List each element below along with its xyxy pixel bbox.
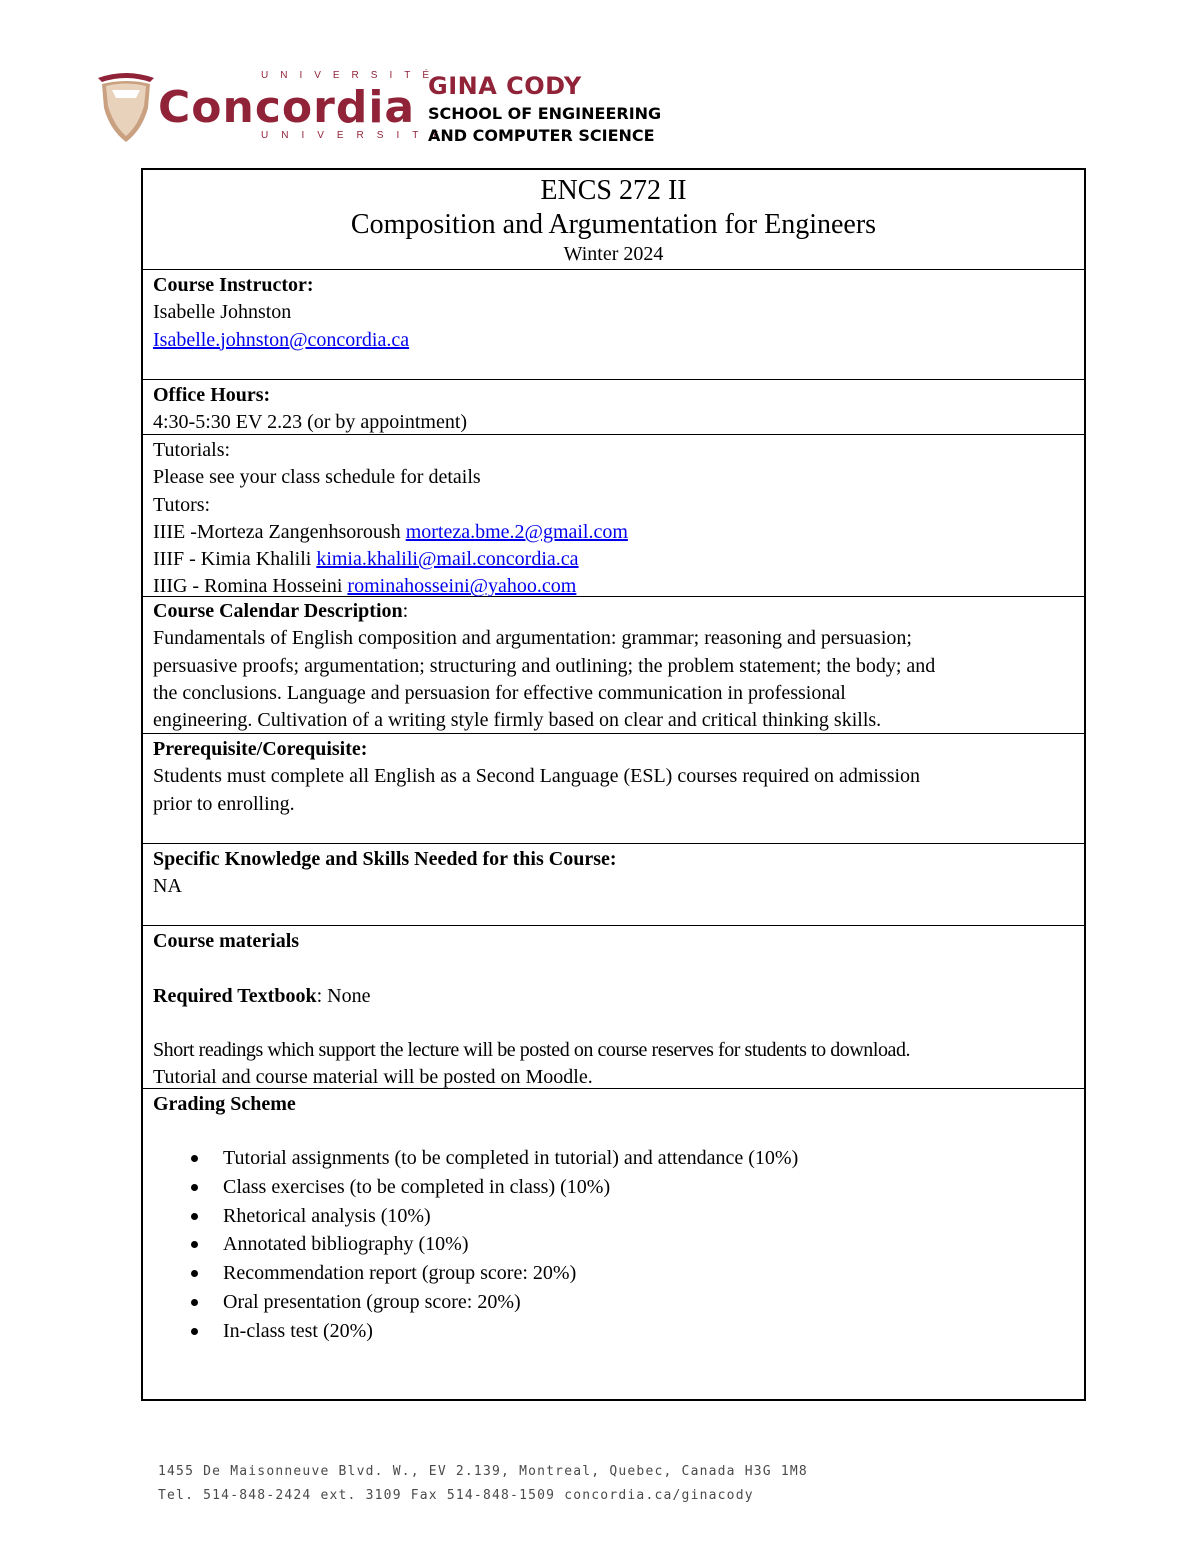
materials-cell <box>143 926 1084 1089</box>
description-line: persuasive proofs; argumentation; structuring and outlining; the problem statement; the body; and <box>153 654 936 677</box>
course-outline-table <box>141 168 1086 1401</box>
footer-contact: Tel. 514-848-2424 ext. 3109 Fax 514-848-1509 concordia.ca/ginacody <box>158 1488 754 1503</box>
textbook-value: : None <box>316 984 371 1007</box>
description-line: the conclusions. Language and persuasion for effective communication in professional <box>153 681 846 704</box>
grading-item: Rhetorical analysis (10%) <box>223 1202 1074 1231</box>
course-code: ENCS 272 II <box>540 175 687 206</box>
grading-item: Tutorial assignments (to be completed in tutorial) and attendance (10%) <box>223 1144 1074 1173</box>
grading-item: Class exercises (to be completed in class) (10%) <box>223 1173 1074 1202</box>
description-heading: Course Calendar Description <box>153 600 403 622</box>
skills-value: NA <box>153 875 182 898</box>
description-colon: : <box>402 600 409 622</box>
tutor-name: IIIG - Romina Hosseini <box>153 575 348 598</box>
skills-cell <box>143 844 1084 926</box>
grading-item: Recommendation report (group score: 20%) <box>223 1259 1074 1288</box>
grading-list <box>153 1144 1074 1345</box>
tutor-name: IIIF - Kimia Khalili <box>153 548 317 571</box>
tutor-row <box>153 519 1074 546</box>
tutor-email-link[interactable]: rominahosseini@yahoo.com <box>347 575 577 598</box>
office-hours-cell <box>143 380 1084 435</box>
instructor-name: Isabelle Johnston <box>153 301 292 324</box>
materials-line: Tutorial and course material will be posted on Moodle. <box>153 1066 593 1089</box>
grading-item: Annotated bibliography (10%) <box>223 1230 1074 1259</box>
footer-address: 1455 De Maisonneuve Blvd. W., EV 2.139, Montreal, Quebec, Canada H3G 1M8 <box>158 1464 808 1479</box>
logo-university-text: UNIVERSITY <box>261 130 452 141</box>
tutor-row <box>153 546 1074 573</box>
school-line-1: SCHOOL OF ENGINEERING <box>428 104 662 123</box>
course-term: Winter 2024 <box>563 243 664 265</box>
grading-item: Oral presentation (group score: 20%) <box>223 1288 1074 1317</box>
materials-line: Short readings which support the lecture will be posted on course reserves for students to download. <box>153 1039 911 1062</box>
description-cell <box>143 597 1084 734</box>
grading-item: In-class test (20%) <box>223 1317 1074 1346</box>
instructor-email-link[interactable]: Isabelle.johnston@concordia.ca <box>153 328 410 351</box>
tutor-name: IIIE -Morteza Zangenhsoroush <box>153 520 406 543</box>
concordia-shield-icon <box>96 68 156 144</box>
grading-heading: Grading Scheme <box>153 1093 296 1115</box>
grading-cell <box>143 1089 1084 1399</box>
prerequisite-line: prior to enrolling. <box>153 792 295 815</box>
instructor-heading: Course Instructor: <box>153 274 314 296</box>
prerequisite-line: Students must complete all English as a Second Language (ESL) courses required on admission <box>153 765 921 788</box>
tutorials-heading: Tutorials: <box>153 439 231 461</box>
office-hours-heading: Office Hours: <box>153 384 271 406</box>
materials-heading: Course materials <box>153 930 300 952</box>
skills-heading: Specific Knowledge and Skills Needed for this Course: <box>153 848 617 870</box>
description-line: Fundamentals of English composition and argumentation: grammar; reasoning and persuasion; <box>153 627 912 650</box>
tutors-heading: Tutors: <box>153 493 211 516</box>
logo-concordia-wordmark: Concordia <box>158 82 416 133</box>
tutor-email-link[interactable]: kimia.khalili@mail.concordia.ca <box>316 548 579 571</box>
school-name: GINA CODY <box>428 72 582 100</box>
office-hours-value: 4:30-5:30 EV 2.23 (or by appointment) <box>153 411 468 434</box>
instructor-cell <box>143 270 1084 380</box>
letterhead <box>96 62 716 152</box>
description-line: engineering. Cultivation of a writing style firmly based on clear and critical thinking skills. <box>153 709 882 732</box>
prerequisite-heading: Prerequisite/Corequisite: <box>153 738 368 760</box>
course-name: Composition and Argumentation for Engineers <box>350 209 877 240</box>
tutor-email-link[interactable]: morteza.bme.2@gmail.com <box>405 520 628 543</box>
textbook-label: Required Textbook <box>153 984 317 1007</box>
prerequisite-cell <box>143 734 1084 844</box>
school-line-2: AND COMPUTER SCIENCE <box>428 126 655 145</box>
tutorials-cell <box>143 435 1084 597</box>
logo-universite-text: UNIVERSITÉ <box>261 70 442 81</box>
tutorials-note: Please see your class schedule for details <box>153 466 481 489</box>
course-title-cell <box>143 170 1084 270</box>
